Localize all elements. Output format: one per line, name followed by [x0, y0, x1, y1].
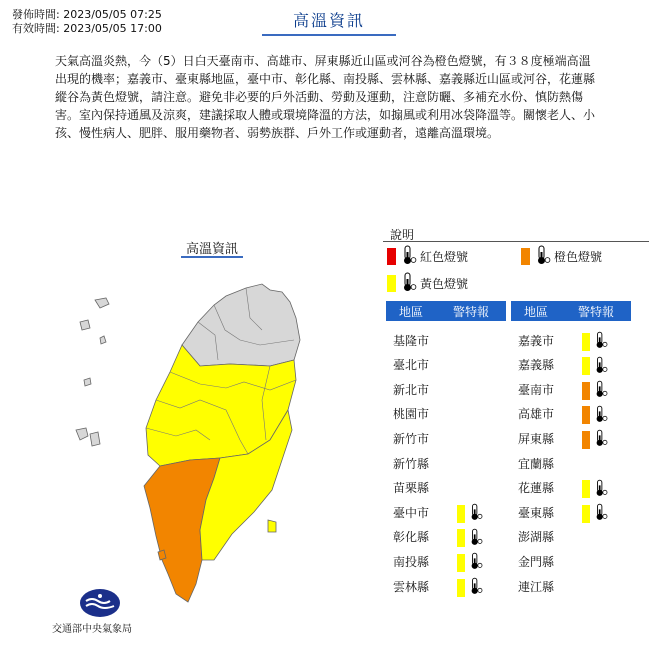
col-warning-header: 警特報	[452, 304, 489, 319]
table-row	[393, 453, 429, 473]
table-row	[518, 478, 554, 498]
description-text: 天氣高溫炎熱，今（5）日白天臺南市、高雄市、屏東縣近山區或河谷為橙色燈號，有３８度極端高溫出現的機率；嘉義市、臺東縣地區，臺中市、彰化縣、南投縣、雲林縣、嘉義縣近山區或河谷，花蓮縣縱谷為黃色燈號，請注意。避免非必要的戶外活動、勞動及運動，注意防曬、多補充水份、慎防熱傷害。室內保持通風及涼爽，建議採取人體或環境降溫的方法，如搧風或利用冰袋降溫等。關懷老人、小孩、慢性病人、肥胖、服用藥物者、弱勢族群、戶外工作或運動者，遠離高溫環境。	[55, 54, 596, 140]
table-row	[518, 576, 554, 596]
warning-indicator	[457, 528, 483, 549]
thermometer-icon	[594, 479, 608, 500]
yellow-swatch	[457, 505, 465, 523]
thermometer-icon	[594, 503, 608, 524]
region-name: 嘉義縣	[518, 358, 555, 373]
map-title: 高溫資訊	[185, 242, 238, 257]
table-row	[393, 428, 429, 448]
region-name: 金門縣	[518, 554, 555, 569]
valid-time: 2023/05/05 17:00	[63, 22, 162, 35]
region-name: 桃園市	[393, 407, 430, 422]
col-warning-header: 警特報	[577, 304, 614, 319]
region-name: 宜蘭縣	[518, 456, 555, 471]
thermometer-icon	[594, 405, 608, 426]
region-name: 新竹市	[393, 431, 430, 446]
table-header-right	[511, 301, 631, 321]
island-shape	[80, 320, 90, 330]
region-name: 澎湖縣	[518, 530, 555, 545]
cwb-logo	[78, 587, 122, 619]
region-name: 臺北市	[393, 358, 430, 373]
thermometer-icon	[401, 245, 417, 268]
warning-indicator	[582, 479, 608, 500]
table-row	[518, 428, 554, 448]
thermometer-icon	[469, 528, 483, 549]
table-row	[393, 502, 429, 522]
map-title-underline	[181, 256, 243, 258]
issue-time: 2023/05/05 07:25	[63, 8, 162, 21]
island-shape	[90, 432, 100, 446]
yellow-swatch	[457, 554, 465, 572]
legend-yellow-label: 黃色燈號	[420, 277, 469, 291]
region-name: 臺中市	[393, 505, 430, 520]
table-row	[518, 502, 554, 522]
title-underline	[262, 34, 396, 36]
orange-swatch	[582, 406, 590, 424]
warning-indicator	[582, 405, 608, 426]
region-name: 高雄市	[518, 407, 555, 422]
table-row	[518, 330, 554, 350]
warning-indicator	[457, 577, 483, 598]
orange-swatch	[582, 431, 590, 449]
yellow-swatch	[582, 505, 590, 523]
thermometer-icon	[535, 245, 551, 268]
region-name: 彰化縣	[393, 530, 430, 545]
table-row	[393, 330, 429, 350]
yellow-swatch	[387, 275, 396, 292]
col-region-header: 地區	[398, 304, 423, 319]
warning-indicator	[582, 380, 608, 401]
page-title: 高溫資訊	[292, 11, 365, 30]
thermometer-icon	[594, 429, 608, 450]
yellow-swatch	[457, 529, 465, 547]
table-row	[393, 478, 429, 498]
thermometer-icon	[469, 577, 483, 598]
legend-yellow	[387, 272, 468, 295]
thermometer-icon	[594, 380, 608, 401]
region-north	[182, 284, 300, 366]
warning-indicator	[582, 503, 608, 524]
warning-indicator	[582, 356, 608, 377]
table-row	[393, 527, 429, 547]
legend-red	[387, 245, 468, 268]
table-row	[393, 576, 429, 596]
region-name: 基隆市	[393, 333, 430, 348]
table-row	[518, 527, 554, 547]
yellow-swatch	[582, 357, 590, 375]
table-row	[518, 551, 554, 571]
legend-divider	[383, 241, 649, 242]
issue-time-label: 發佈時間:	[12, 8, 60, 21]
time-info	[12, 8, 162, 36]
legend-orange	[521, 245, 602, 268]
legend-orange-label: 橙色燈號	[554, 250, 603, 264]
island-shape	[268, 520, 276, 532]
thermometer-icon	[469, 552, 483, 573]
yellow-swatch	[457, 579, 465, 597]
thermometer-icon	[594, 331, 608, 352]
orange-swatch	[521, 248, 530, 265]
table-row	[518, 404, 554, 424]
island-shape	[100, 336, 106, 344]
region-name: 新竹縣	[393, 456, 430, 471]
valid-time-label: 有效時間:	[12, 22, 60, 35]
thermometer-icon	[594, 356, 608, 377]
region-name: 嘉義市	[518, 333, 555, 348]
island-shape	[76, 428, 88, 440]
table-row	[518, 379, 554, 399]
legend-title: 說明	[390, 228, 415, 242]
yellow-swatch	[582, 333, 590, 351]
table-row	[393, 404, 429, 424]
region-name: 屏東縣	[518, 431, 555, 446]
table-header-left	[386, 301, 506, 321]
yellow-swatch	[582, 480, 590, 498]
region-name: 臺南市	[518, 382, 555, 397]
region-name: 南投縣	[393, 554, 430, 569]
table-row	[393, 379, 429, 399]
table-row	[518, 355, 554, 375]
orange-swatch	[582, 382, 590, 400]
region-name: 雲林縣	[393, 579, 430, 594]
warning-indicator	[582, 429, 608, 450]
thermometer-icon	[401, 272, 417, 295]
region-name: 苗栗縣	[393, 481, 430, 496]
warning-indicator	[457, 503, 483, 524]
red-swatch	[387, 248, 396, 265]
region-name: 花蓮縣	[518, 481, 555, 496]
col-region-header: 地區	[523, 304, 548, 319]
table-row	[393, 551, 429, 571]
island-shape	[84, 378, 91, 386]
org-name: 交通部中央氣象局	[52, 624, 132, 635]
thermometer-icon	[469, 503, 483, 524]
table-row	[393, 355, 429, 375]
region-name: 連江縣	[518, 579, 555, 594]
region-name: 臺東縣	[518, 505, 555, 520]
taiwan-map	[60, 262, 310, 607]
island-shape	[95, 298, 109, 308]
table-row	[518, 453, 554, 473]
warning-indicator	[582, 331, 608, 352]
warning-indicator	[457, 552, 483, 573]
region-name: 新北市	[393, 382, 430, 397]
legend-red-label: 紅色燈號	[420, 250, 469, 264]
